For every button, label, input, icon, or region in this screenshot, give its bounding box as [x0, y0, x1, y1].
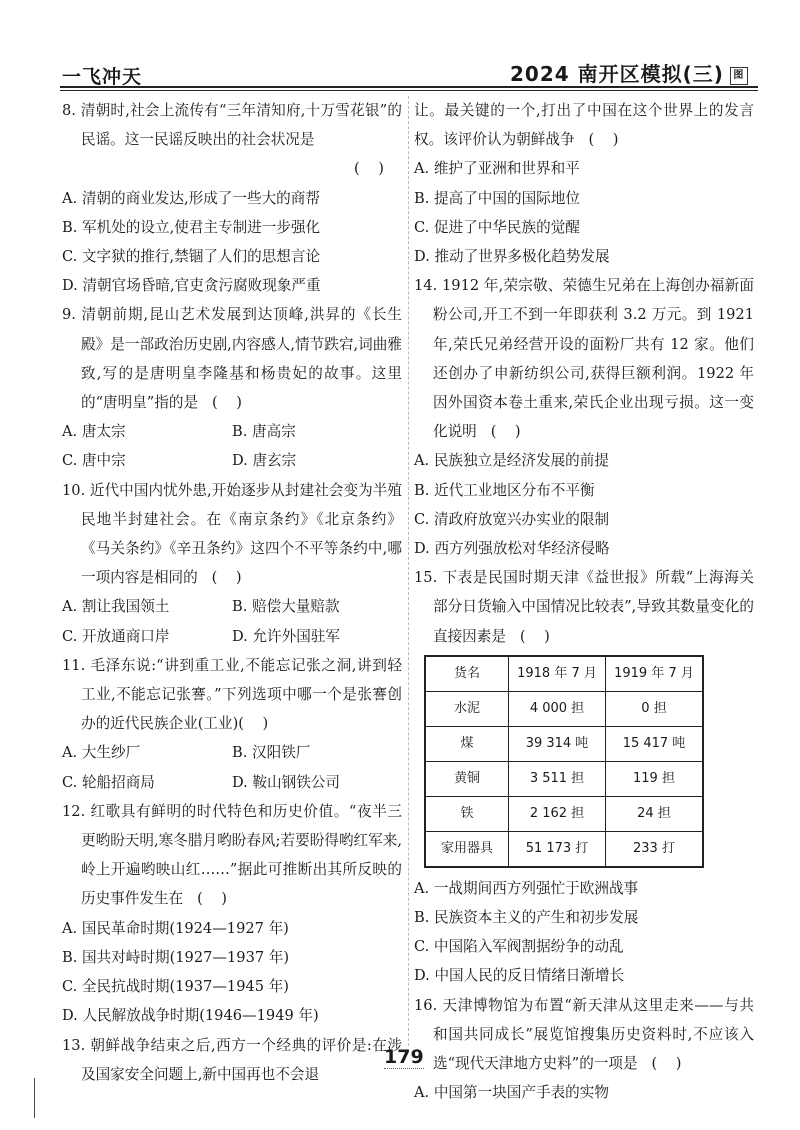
option-d: D. 清朝官场昏暗,官吏贪污腐败现象严重	[62, 277, 321, 295]
question-stem-text: 9. 清朝前期,昆山艺术发展到达顶峰,洪昇的《长生殿》是一部政治历史剧,内容感人,情节跌宕,词曲雅致,写的是唐明皇李隆基和杨贵妃的故事。这里的“唐明皇”指的是	[62, 306, 402, 412]
right-column	[414, 96, 754, 1107]
option-d: D. 人民解放战争时期(1946—1949 年)	[62, 1007, 319, 1025]
table-row	[425, 761, 703, 796]
table-row	[425, 796, 703, 831]
options-row	[62, 768, 402, 797]
option-d: D. 唐玄宗	[232, 452, 297, 470]
table-row	[425, 726, 703, 761]
question-12	[62, 797, 402, 1031]
option-c: C. 全民抗战时期(1937—1945 年)	[62, 978, 289, 996]
option-b: B. 国共对峙时期(1927—1937 年)	[62, 948, 290, 966]
option-b: B. 军机处的设立,使君主专制进一步强化	[62, 218, 321, 236]
question-stem-text: 15. 下表是民国时期天津《益世报》所载“上海海关部分日货输入中国情况比较表”,导致其数量变化的直接因素是	[414, 569, 754, 645]
options-row	[62, 417, 402, 446]
table-cell: 119 担	[606, 761, 704, 796]
question-stem	[62, 476, 402, 593]
option-a: A. 民族独立是经济发展的前提	[414, 452, 609, 470]
option-a: A. 清朝的商业发达,形成了一些大的商帮	[62, 189, 320, 207]
question-stem	[62, 300, 402, 417]
question-10	[62, 476, 402, 651]
table-cell: 51 173 打	[509, 831, 606, 867]
table-cell: 家用器具	[425, 831, 509, 867]
answer-bracket: ( )	[354, 160, 384, 178]
question-stem: 13. 朝鲜战争结束之后,西方一个经典的评价是:在涉及国家安全问题上,新中国再也不会退	[62, 1036, 402, 1083]
table-header-row	[425, 656, 703, 692]
options-row	[62, 446, 402, 475]
option-b: B. 民族资本主义的产生和初步发展	[414, 909, 639, 927]
answer-bracket: ( )	[490, 423, 521, 441]
question-stem-text: 14. 1912 年,荣宗敬、荣德生兄弟在上海创办福新面粉公司,开工不到一年即获利 3.2 万元。到 1921 年,荣氏兄弟经营开设的面粉厂共有 12 家。他们还创办了申新纺织公司,获得巨额利润。1922 年因外国资本卷土重来,荣氏企业出现亏损。这一变化说明	[414, 277, 754, 441]
option-b: B. 赔偿大量赔款	[232, 598, 340, 616]
option-a: A. 割让我国领土	[62, 598, 170, 616]
question-stem	[62, 651, 402, 739]
question-11	[62, 651, 402, 797]
question-stem	[414, 991, 754, 1079]
table-cell: 233 打	[606, 831, 704, 867]
column-divider	[408, 96, 409, 1046]
answer-bracket: ( )	[211, 569, 242, 587]
answer-bracket: ( )	[197, 890, 228, 908]
options-row	[62, 592, 402, 621]
answer-bracket: ( )	[588, 131, 619, 149]
option-a: A. 中国第一块国产手表的实物	[414, 1084, 609, 1102]
answer-bracket: ( )	[238, 715, 269, 733]
table-cell: 2 162 担	[509, 796, 606, 831]
table-row	[425, 691, 703, 726]
question-stem	[414, 271, 754, 446]
question-8	[62, 96, 402, 300]
question-stem	[414, 96, 754, 154]
option-d: D. 鞍山钢铁公司	[232, 773, 341, 791]
import-comparison-table	[424, 655, 704, 868]
table-header: 货名	[425, 656, 509, 692]
question-stem	[414, 563, 754, 651]
table-cell: 24 担	[606, 796, 704, 831]
option-c: C. 中国陷入军阀割据纷争的动乱	[414, 938, 624, 956]
margin-mark	[34, 1078, 36, 1118]
table-cell: 黄铜	[425, 761, 509, 796]
option-b: B. 唐高宗	[232, 423, 296, 441]
table-cell: 铁	[425, 796, 509, 831]
option-c: C. 促进了中华民族的觉醒	[414, 218, 580, 236]
exam-title-text: 2024 南开区模拟(三)	[510, 62, 724, 86]
table-cell: 3 511 担	[509, 761, 606, 796]
options-row	[62, 622, 402, 651]
table-row	[425, 831, 703, 867]
exam-title	[510, 58, 748, 87]
question-15	[414, 563, 754, 990]
header-rule	[60, 86, 758, 88]
option-d: D. 西方列强放松对华经济侵略	[414, 540, 610, 558]
question-13-start	[62, 1031, 402, 1089]
option-c: C. 轮船招商局	[62, 773, 155, 791]
option-d: D. 中国人民的反日情绪日渐增长	[414, 967, 625, 985]
question-9	[62, 300, 402, 475]
table-cell: 水泥	[425, 691, 509, 726]
option-a: A. 一战期间西方列强忙于欧洲战事	[414, 879, 639, 897]
option-c: C. 清政府放宽兴办实业的限制	[414, 510, 610, 528]
question-16	[414, 991, 754, 1108]
page-number: 179	[384, 1046, 424, 1068]
table-cell: 煤	[425, 726, 509, 761]
question-14	[414, 271, 754, 563]
table-cell: 15 417 吨	[606, 726, 704, 761]
answer-bracket: ( )	[519, 627, 550, 645]
left-column	[62, 96, 402, 1089]
option-a: A. 大生纱厂	[62, 744, 141, 762]
options-row	[62, 738, 402, 767]
question-stem: 8. 清朝时,社会上流传有“三年清知府,十万雪花银”的民谣。这一民谣反映出的社会状况是	[62, 102, 402, 149]
answer-bracket: ( )	[211, 394, 242, 412]
table-cell: 4 000 担	[509, 691, 606, 726]
question-stem-text: 10. 近代中国内忧外患,开始逐步从封建社会变为半殖民地半封建社会。在《南京条约》《北京条约》《马关条约》《辛丑条约》这四个不平等条约中,哪一项内容是相同的	[62, 481, 402, 587]
table-cell: 0 担	[606, 691, 704, 726]
option-a: A. 国民革命时期(1924—1927 年)	[62, 919, 289, 937]
option-c: C. 唐中宗	[62, 452, 126, 470]
answer-bracket: ( )	[651, 1055, 682, 1073]
option-a: A. 维护了亚洲和世界和平	[414, 160, 580, 178]
question-stem-text: 12. 红歌具有鲜明的时代特色和历史价值。“夜半三更哟盼天明,寒冬腊月哟盼春风;若要盼得哟红军来,岭上开遍哟映山红……”据此可推断出其所反映的历史事件发生在	[62, 802, 402, 908]
series-logo: 一飞冲天	[62, 66, 143, 88]
table-cell: 39 314 吨	[509, 726, 606, 761]
option-b: B. 近代工业地区分布不平衡	[414, 481, 595, 499]
option-c: C. 开放通商口岸	[62, 627, 170, 645]
option-b: B. 提高了中国的国际地位	[414, 189, 580, 207]
question-stem-text: 11. 毛泽东说:“讲到重工业,不能忘记张之洞,讲到轻工业,不能忘记张謇。”下列选项中哪一个是张謇创办的近代民族企业(工业)	[62, 656, 402, 733]
option-d: D. 允许外国驻军	[232, 627, 341, 645]
option-b: B. 汉阳铁厂	[232, 744, 311, 762]
table-header: 1919 年 7 月	[606, 656, 704, 692]
question-stem-text: 让。最关键的一个,打出了中国在这个世界上的发言权。该评价认为朝鲜战争	[414, 102, 754, 149]
option-d: D. 推动了世界多极化趋势发展	[414, 248, 610, 266]
corner-mark-icon: 图	[730, 67, 748, 85]
table-header: 1918 年 7 月	[509, 656, 606, 692]
header-rule-thin	[60, 90, 758, 91]
option-c: C. 文字狱的推行,禁锢了人们的思想言论	[62, 248, 321, 266]
question-13-continued	[414, 96, 754, 271]
option-a: A. 唐太宗	[62, 423, 126, 441]
question-stem-text: 16. 天津博物馆为布置“新天津从这里走来——与共和国共同成长”展览馆搜集历史资料时,不应该入选“现代天津地方史料”的一项是	[414, 996, 754, 1073]
question-stem	[62, 797, 402, 914]
